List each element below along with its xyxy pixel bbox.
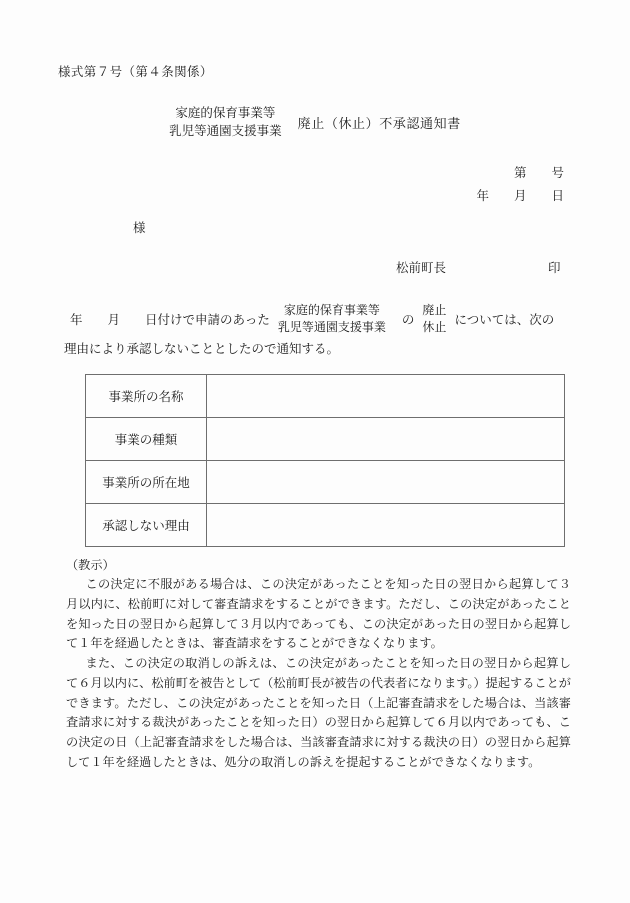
issuer-name: 松前町長	[396, 261, 447, 275]
table-row-label: 承認しない理由	[86, 504, 207, 547]
body-tail-text: については、次の	[454, 313, 555, 328]
table-row-value[interactable]	[207, 461, 565, 504]
table-row	[86, 375, 565, 418]
document-number-line: 第 号	[513, 166, 564, 180]
body-lead-text: 年 月 日付けで申請のあった	[70, 313, 270, 328]
document-title	[0, 104, 630, 140]
body-action-stack	[422, 302, 446, 337]
body-business-line-2: 乳児等通園支援事業	[277, 320, 386, 335]
table-row-label: 事業の種類	[86, 418, 207, 461]
body-action-line-1: 廃止	[422, 303, 447, 317]
body-business-stack	[278, 302, 386, 337]
table-row-label: 事業所の所在地	[86, 461, 207, 504]
table-row-label: 事業所の名称	[86, 375, 207, 418]
table-row	[86, 504, 565, 547]
title-business-line-2: 乳児等通園支援事業	[169, 124, 282, 139]
addressee-line: 様	[133, 221, 146, 235]
table-row-value[interactable]	[207, 375, 565, 418]
notice-paragraph-1: この決定に不服がある場合は、この決定があったことを知った日の翌日から起算して３月以内に、松前町に対して審査請求をすることができます。ただし、この決定があったことを知った日の翌日から起算して３月以内であっても、この決定があった日の翌日から起算して１年を経過したときは、審査請求をすることができなくなります。	[66, 577, 571, 651]
application-details-table	[85, 374, 565, 547]
notice-heading: （教示）	[66, 558, 115, 572]
body-business-line-1: 家庭的保育事業等	[283, 303, 380, 317]
table-row	[86, 461, 565, 504]
table-row-value[interactable]	[207, 418, 565, 461]
title-business-stack	[169, 104, 282, 140]
body-particle: の	[401, 313, 415, 328]
notice-section	[66, 556, 571, 773]
body-action-line-2: 休止	[422, 320, 447, 335]
title-main-text: 廃止（休止）不承認通知書	[297, 115, 461, 131]
form-number: 様式第７号（第４条関係）	[58, 65, 213, 79]
seal-mark: 印	[548, 261, 561, 275]
table-row	[86, 418, 565, 461]
notice-paragraph-2: また、この決定の取消しの訴えは、この決定があったことを知った日の翌日から起算して６月以内に、松前町を被告として（松前町長が被告の代表者になります。）提起することができます。ただし、この決定があったことを知った日（上記審査請求をした場合は、当該審査請求に対する裁決があったことを知った日）の翌日から起算して６月以内であっても、この決定の日（上記審査請求をした場合は、当該審査請求に対する裁決の日）の翌日から起算して１年を経過したときは、処分の取消しの訴えを提起することができなくなります。	[66, 656, 571, 769]
title-business-line-1: 家庭的保育事業等	[175, 106, 276, 120]
body-continuation-line: 理由により承認しないこととしたので通知する。	[64, 342, 340, 356]
body-main-line	[70, 302, 575, 337]
document-meta	[476, 162, 564, 208]
table-row-value[interactable]	[207, 504, 565, 547]
document-date-line: 年 月 日	[476, 189, 564, 204]
